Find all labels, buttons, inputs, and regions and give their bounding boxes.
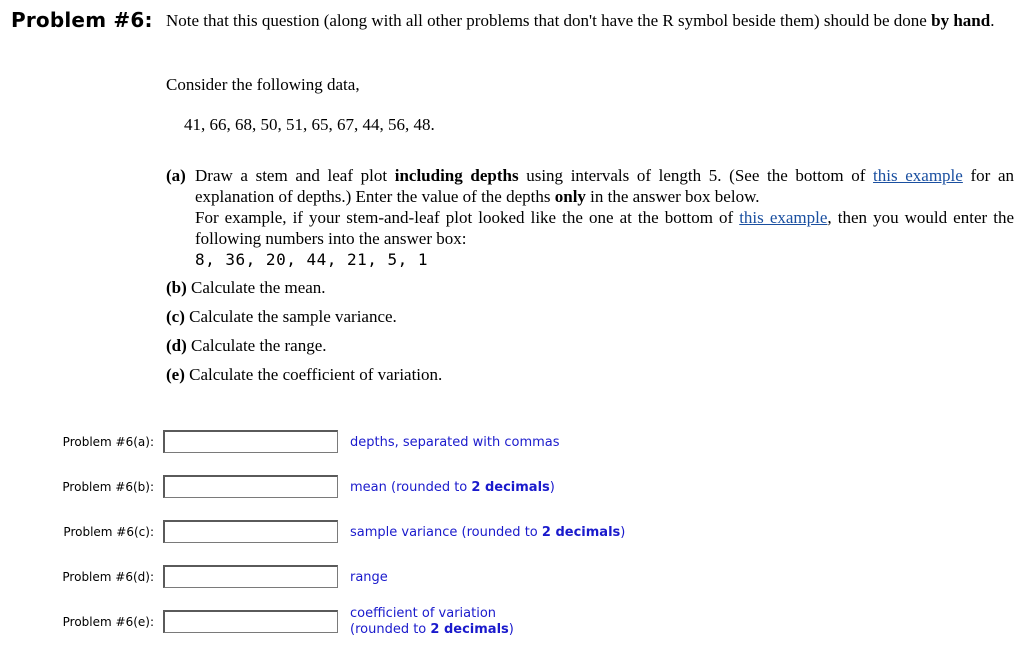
consider-text: Consider the following data,	[166, 75, 360, 94]
answer-hint-b: mean (rounded to 2 decimals)	[350, 480, 555, 495]
answer-input-c[interactable]	[163, 520, 338, 543]
answer-hint-c: sample variance (rounded to 2 decimals)	[350, 525, 626, 540]
answer-row-a	[0, 430, 1024, 456]
answer-input-d[interactable]	[163, 565, 338, 588]
part-d-label: (d)	[166, 336, 187, 355]
part-c-text: Calculate the sample variance.	[189, 307, 397, 326]
example-link-2[interactable]: this example	[739, 208, 828, 227]
part-c-label: (c)	[166, 307, 185, 326]
part-a-example-text: For example, if your stem-and-leaf plot looked like the one at the bottom of this example, then you would enter the following numbers into the answer box:	[195, 208, 1014, 248]
answer-input-a[interactable]	[163, 430, 338, 453]
intro-bold-text: by hand	[931, 11, 991, 30]
answer-hint-d: range	[350, 570, 388, 585]
part-a-label: (a)	[166, 166, 186, 185]
answer-hint-e: coefficient of variation (rounded to 2 decimals)	[350, 606, 514, 637]
answer-label-c: Problem #6(c):	[63, 525, 154, 539]
answer-hint-a: depths, separated with commas	[350, 435, 560, 450]
example-link-1[interactable]: this example	[873, 166, 963, 185]
intro-end: .	[990, 11, 995, 30]
example-depths: 8, 36, 20, 44, 21, 5, 1	[195, 250, 429, 269]
problem-intro	[166, 10, 1014, 31]
problem-title: Problem #6:	[11, 8, 153, 32]
part-a-text: Draw a stem and leaf plot including depths using intervals of length 5. (See the bottom of this example for an explanation of depths.) Enter the value of the depths only in the answer box below.	[195, 166, 1014, 206]
answer-input-b[interactable]	[163, 475, 338, 498]
answer-input-e[interactable]	[163, 610, 338, 633]
answer-row-b	[0, 475, 1024, 501]
answer-label-b: Problem #6(b):	[62, 480, 154, 494]
part-d	[166, 336, 327, 356]
intro-text: Note that this question (along with all other problems that don't have the R symbol beside them) should be done	[166, 11, 932, 30]
part-e-text: Calculate the coefficient of variation.	[189, 365, 443, 384]
answer-row-e	[0, 606, 1024, 637]
part-e	[166, 365, 442, 385]
part-b	[166, 278, 326, 298]
part-e-label: (e)	[166, 365, 185, 384]
part-b-label: (b)	[166, 278, 187, 297]
answer-label-e: Problem #6(e):	[62, 615, 154, 629]
part-d-text: Calculate the range.	[191, 336, 327, 355]
answer-row-d	[0, 565, 1024, 591]
answer-row-c	[0, 520, 1024, 546]
part-b-text: Calculate the mean.	[191, 278, 326, 297]
part-c	[166, 307, 397, 327]
answer-label-d: Problem #6(d):	[62, 570, 154, 584]
answer-label-a: Problem #6(a):	[62, 435, 154, 449]
part-a	[166, 165, 1014, 271]
data-values: 41, 66, 68, 50, 51, 65, 67, 44, 56, 48.	[184, 115, 435, 134]
